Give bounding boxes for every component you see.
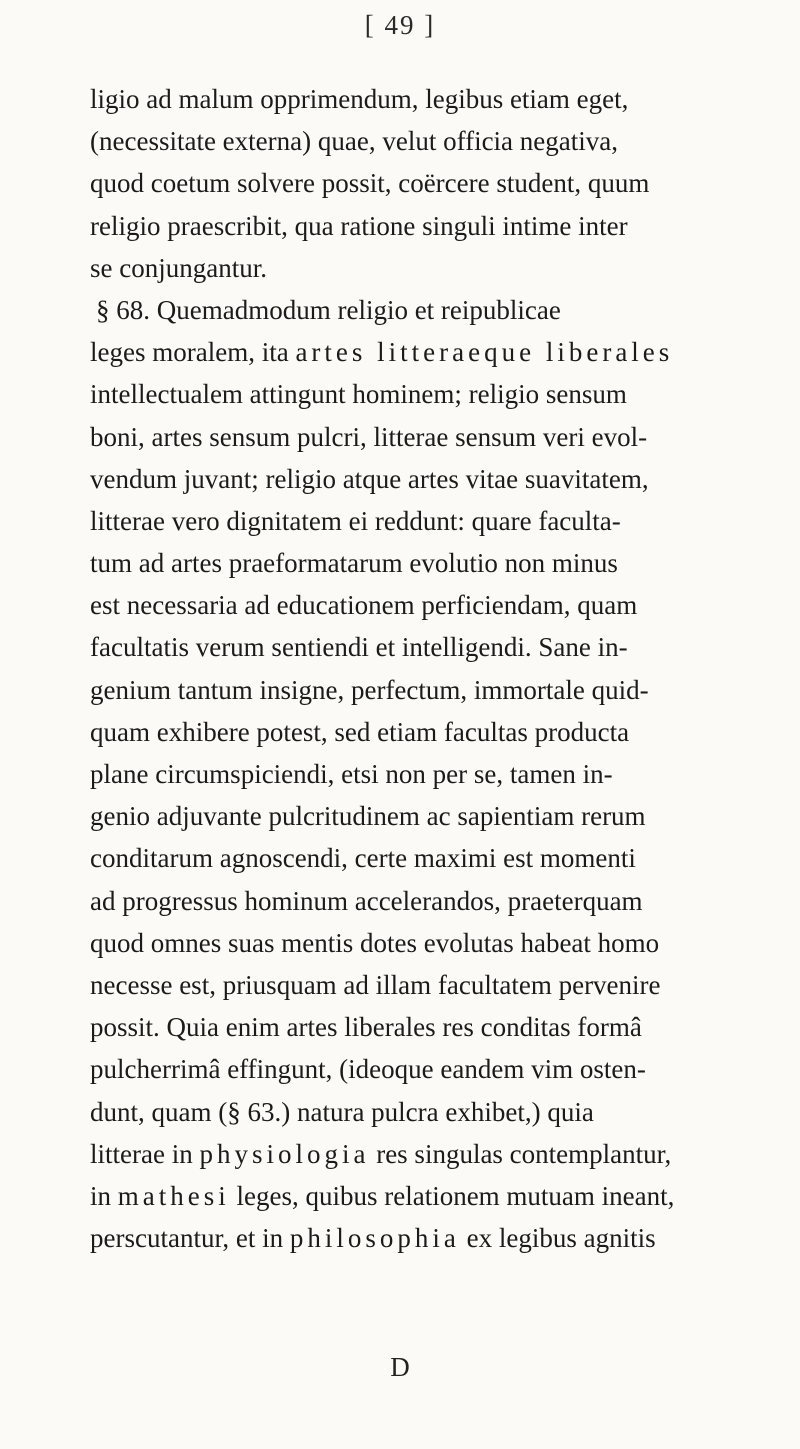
text-line: in mathesi leges, quibus relationem mutuam ineant, <box>90 1180 675 1211</box>
text-line: litterae vero dignitatem ei reddunt: quare faculta- <box>90 505 621 536</box>
spaced-emphasis: artes litteraeque liberales <box>295 337 674 368</box>
text-line: conditarum agnoscendi, certe maximi est momenti <box>90 843 636 874</box>
section-heading-line: § 68. Quemadmodum religio et reipublicae <box>96 294 561 325</box>
text-line: genio adjuvante pulcritudinem ac sapientiam rerum <box>90 801 646 832</box>
text-line: religio praescribit, qua ratione singuli intime inter <box>90 210 628 241</box>
text-line: (necessitate externa) quae, velut officia negativa, <box>90 126 618 157</box>
text-line: ligio ad malum opprimendum, legibus etiam eget, <box>90 84 629 114</box>
text-line: quod omnes suas mentis dotes evolutas habeat homo <box>90 927 660 958</box>
text-line: leges moralem, ita artes litteraeque liberales <box>90 337 674 368</box>
page-number: [ 49 ] <box>364 10 436 40</box>
spaced-emphasis: physiologia <box>199 1138 370 1169</box>
spaced-emphasis: philosophia <box>289 1223 460 1254</box>
text-line: perscutantur, et in philosophia ex legibus agnitis <box>90 1223 656 1254</box>
text-line: pulcherrimâ effingunt, (ideoque eandem vim osten- <box>90 1054 646 1085</box>
spaced-emphasis: mathesi <box>117 1180 230 1211</box>
text-line: quod coetum solvere possit, coërcere student, quum <box>90 168 650 199</box>
text-line: plane circumspiciendi, etsi non per se, tamen in- <box>90 759 613 789</box>
text-line: tum ad artes praeformatarum evolutio non minus <box>90 548 618 579</box>
text-line: dunt, quam (§ 63.) natura pulcra exhibet,) quia <box>90 1096 594 1127</box>
text-line: est necessaria ad educationem perficiendam, quam <box>90 590 638 621</box>
text-line: facultatis verum sentiendi et intelligendi. Sane in- <box>90 632 628 663</box>
text-line: necesse est, priusquam ad illam facultatem pervenire <box>90 969 661 1000</box>
signature-mark: D <box>390 1352 410 1382</box>
text-line: boni, artes sensum pulcri, litterae sensum veri evol- <box>90 421 648 452</box>
text-line: possit. Quia enim artes liberales res conditas formâ <box>90 1012 642 1043</box>
text-line: genium tantum insigne, perfectum, immortale quid- <box>90 674 649 705</box>
text-line: quam exhibere potest, sed etiam facultas producta <box>90 716 630 747</box>
body-text <box>90 78 750 1259</box>
text-line: intellectualem attingunt hominem; religio sensum <box>90 379 627 410</box>
text-line: ad progressus hominum accelerandos, praeterquam <box>90 885 643 916</box>
text-line: se conjungantur. <box>90 252 267 283</box>
text-line: litterae in physiologia res singulas contemplantur, <box>90 1138 672 1169</box>
text-line: vendum juvant; religio atque artes vitae suavitatem, <box>90 463 649 494</box>
